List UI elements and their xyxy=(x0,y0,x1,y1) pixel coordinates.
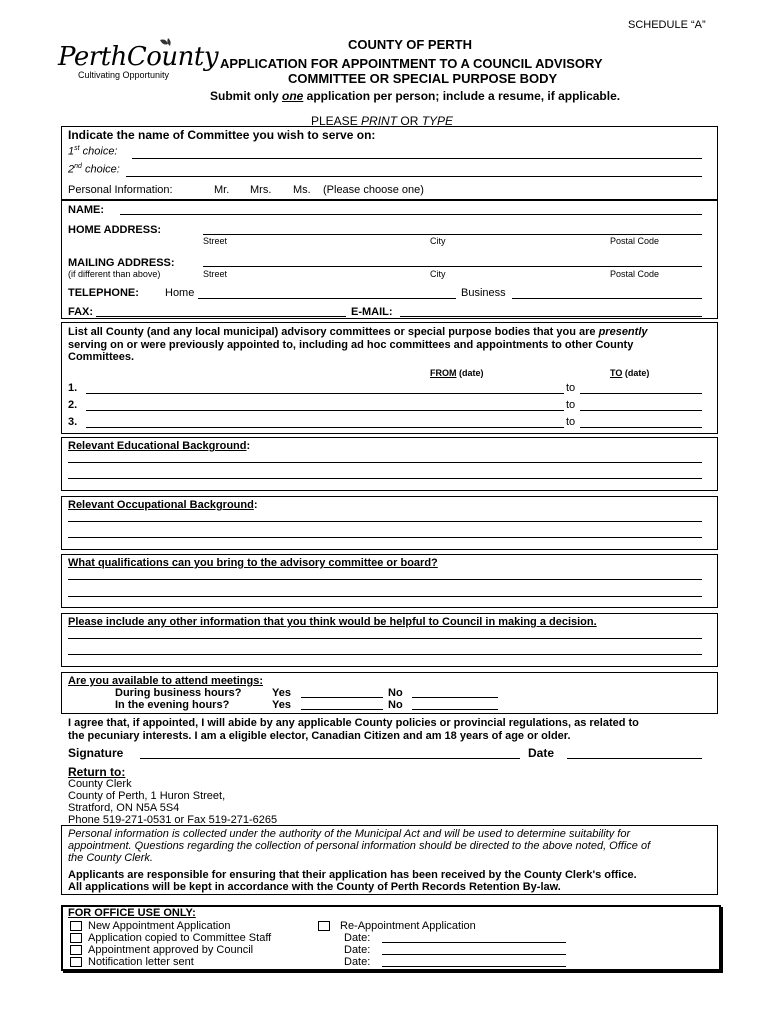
to-header: TO (date) xyxy=(610,368,650,378)
name-label: NAME: xyxy=(68,204,105,216)
choose-note: (Please choose one) xyxy=(323,184,424,196)
home-postal-caption: Postal Code xyxy=(610,236,660,246)
checkbox-icon[interactable] xyxy=(70,945,82,955)
email-label: E-MAIL: xyxy=(351,306,393,318)
mail-street-caption: Street xyxy=(203,269,228,279)
business-phone-label: Business xyxy=(461,287,506,299)
committee-row-3-to: to xyxy=(566,416,576,428)
checkbox-icon[interactable] xyxy=(70,933,82,943)
date-label: Date xyxy=(528,746,555,760)
email-field[interactable] xyxy=(400,316,702,317)
committee-row-1-label: 1. xyxy=(68,382,78,394)
notice-bold-1: Applicants are responsible for ensuring that their application has been received by the County Clerk's office. xyxy=(68,869,637,881)
title-mr[interactable]: Mr. xyxy=(214,184,230,196)
title-mrs[interactable]: Mrs. xyxy=(250,184,272,196)
office-date-label-3: Date: xyxy=(344,956,371,968)
notice-bold-2: All applications will be kept in accordance with the County of Perth Records Retention By-law. xyxy=(68,881,561,893)
office-date-label-2: Date: xyxy=(344,944,371,956)
committee-row-2-to: to xyxy=(566,399,576,411)
first-choice-field[interactable] xyxy=(132,158,702,159)
home-address-field[interactable] xyxy=(203,234,702,235)
office-check-item[interactable]: Notification letter sent xyxy=(70,956,271,968)
qualifications-heading: What qualifications can you bring to the advisory committee or board? xyxy=(68,557,438,569)
signature-label: Signature xyxy=(68,746,124,760)
office-check-item[interactable]: Application copied to Committee Staff xyxy=(70,932,271,944)
office-check-item[interactable]: Appointment approved by Council xyxy=(70,944,271,956)
business-no-field[interactable] xyxy=(412,697,498,698)
home-phone-field[interactable] xyxy=(198,298,456,299)
mailing-address-field[interactable] xyxy=(203,266,702,267)
home-city-caption: City xyxy=(430,236,446,246)
committee-row-3-to-field[interactable] xyxy=(580,427,702,428)
name-field[interactable] xyxy=(120,214,702,215)
education-line-2[interactable] xyxy=(68,478,702,479)
if-different-note: (if different than above) xyxy=(68,269,161,279)
office-date-label-1: Date: xyxy=(344,932,371,944)
logo-name: PerthCounty xyxy=(58,42,219,72)
return-heading: Return to: xyxy=(68,765,126,779)
reappointment-item[interactable]: Re-Appointment Application xyxy=(318,920,476,932)
notice-line-2: appointment. Questions regarding the collection of personal information should be directed to the above noted, Office of xyxy=(68,840,651,852)
committee-row-1-to: to xyxy=(566,382,576,394)
agreement-line-2: the pecuniary interests. I am a eligible elector, Canadian Citizen and am 18 years of age or older. xyxy=(68,730,571,742)
return-line: Phone 519-271-0531 or Fax 519-271-6265 xyxy=(68,814,278,826)
committee-row-1-field[interactable] xyxy=(86,393,564,394)
business-yes-label: Yes xyxy=(272,687,291,699)
personal-info-label: Personal Information: xyxy=(68,184,173,196)
committees-intro-3: Committees. xyxy=(68,351,135,363)
fax-label: FAX: xyxy=(68,306,94,318)
signature-field[interactable] xyxy=(140,758,520,759)
home-address-label: HOME ADDRESS: xyxy=(68,224,162,236)
submit-note: Submit only one application per person; include a resume, if applicable. xyxy=(210,89,621,103)
title-ms[interactable]: Ms. xyxy=(293,184,311,196)
other-info-heading: Please include any other information that you think would be helpful to Council in making a decision. xyxy=(68,616,597,628)
org-title: COUNTY OF PERTH xyxy=(348,37,472,52)
schedule-label: SCHEDULE “A” xyxy=(628,19,706,31)
education-heading: Relevant Educational Background: xyxy=(68,440,251,452)
form-title-1: APPLICATION FOR APPOINTMENT TO A COUNCIL ADVISORY xyxy=(220,56,603,71)
mail-postal-caption: Postal Code xyxy=(610,269,660,279)
telephone-label: TELEPHONE: xyxy=(68,287,139,299)
second-choice-label: 2nd choice: xyxy=(68,163,120,176)
other-info-line-1[interactable] xyxy=(68,638,702,639)
checkbox-icon[interactable] xyxy=(70,957,82,967)
return-line: Stratford, ON N5A 5S4 xyxy=(68,802,180,814)
education-line-1[interactable] xyxy=(68,462,702,463)
office-date-field-3[interactable] xyxy=(382,966,566,967)
committee-row-1-to-field[interactable] xyxy=(580,393,702,394)
from-header: FROM (date) xyxy=(430,368,484,378)
business-yes-field[interactable] xyxy=(301,697,383,698)
occupation-heading: Relevant Occupational Background: xyxy=(68,499,258,511)
occupation-line-2[interactable] xyxy=(68,537,702,538)
date-field[interactable] xyxy=(567,758,702,759)
committees-intro-2: serving on or were previously appointed to, including ad hoc committees and appointments to other County xyxy=(68,339,634,351)
second-choice-field[interactable] xyxy=(126,176,702,177)
evening-yes-label: Yes xyxy=(272,699,291,711)
committee-row-2-field[interactable] xyxy=(86,410,564,411)
first-choice-label: 1st choice: xyxy=(68,145,118,158)
checkbox-icon[interactable] xyxy=(70,921,82,931)
committee-row-2-to-field[interactable] xyxy=(580,410,702,411)
office-left-list xyxy=(70,920,271,968)
qualifications-line-2[interactable] xyxy=(68,596,702,597)
notice-line-1: Personal information is collected under the authority of the Municipal Act and will be used to determine suitability for xyxy=(68,828,631,840)
return-line: County Clerk xyxy=(68,778,132,790)
committee-heading: Indicate the name of Committee you wish to serve on: xyxy=(68,128,376,142)
business-no-label: No xyxy=(388,687,403,699)
office-date-field-1[interactable] xyxy=(382,942,566,943)
logo-tagline: Cultivating Opportunity xyxy=(78,70,170,80)
committee-row-3-field[interactable] xyxy=(86,427,564,428)
return-address xyxy=(68,778,277,826)
office-check-item[interactable]: New Appointment Application xyxy=(70,920,271,932)
fax-field[interactable] xyxy=(96,316,346,317)
agreement-line-1: I agree that, if appointed, I will abide by any applicable County policies or provincial regulations, as related to xyxy=(68,717,639,729)
mail-city-caption: City xyxy=(430,269,446,279)
return-line: County of Perth, 1 Huron Street, xyxy=(68,790,226,802)
occupation-line-1[interactable] xyxy=(68,521,702,522)
form-title-2: COMMITTEE OR SPECIAL PURPOSE BODY xyxy=(288,71,558,86)
other-info-line-2[interactable] xyxy=(68,654,702,655)
evening-no-label: No xyxy=(388,699,403,711)
business-hours-label: During business hours? xyxy=(115,687,242,699)
committees-intro-1: List all County (and any local municipal) advisory committees or special purpose bodies that you are presently xyxy=(68,326,648,338)
office-date-field-2[interactable] xyxy=(382,954,566,955)
home-street-caption: Street xyxy=(203,236,228,246)
availability-heading: Are you available to attend meetings: xyxy=(68,675,263,687)
committee-row-2-label: 2. xyxy=(68,399,78,411)
committee-row-3-label: 3. xyxy=(68,416,78,428)
evening-yes-field[interactable] xyxy=(301,709,383,710)
checkbox-icon[interactable] xyxy=(318,921,330,931)
evening-no-field[interactable] xyxy=(412,709,498,710)
qualifications-line-1[interactable] xyxy=(68,579,702,580)
home-phone-label: Home xyxy=(165,287,195,299)
office-use-heading: FOR OFFICE USE ONLY: xyxy=(68,907,196,919)
print-instruction: PLEASE PRINT OR TYPE xyxy=(311,114,454,128)
business-phone-field[interactable] xyxy=(512,298,702,299)
evening-hours-label: In the evening hours? xyxy=(115,699,230,711)
notice-line-3: the County Clerk. xyxy=(68,852,153,864)
mailing-address-label: MAILING ADDRESS: xyxy=(68,257,175,269)
